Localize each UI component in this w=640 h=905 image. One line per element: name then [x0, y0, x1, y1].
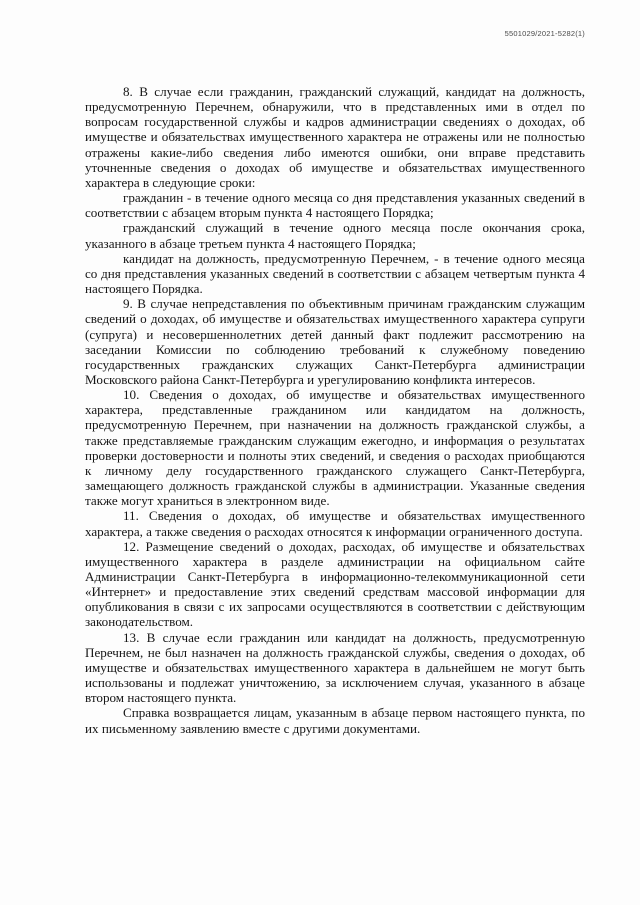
paragraph-10: 10. Сведения о доходах, об имуществе и обязательствах имущественного характера, представленные гражданином или кандидатом на должность, предусмотренную Перечнем, при назначении на должность гражданской службы, а также представляемые гражданским служащим ежегодно, и информация о результатах проверки достоверности и полноты этих сведений, и сведения о расходах приобщаются к личному делу государственного гражданского служащего Санкт-Петербурга, замещающего должность гражданской службы в администрации. Указанные сведения также могут храниться в электронном виде. — [85, 387, 585, 509]
paragraph-8: 8. В случае если гражданин, гражданский служащий, кандидат на должность, предусмотренную Перечнем, обнаружили, что в представленных ими в отдел по вопросам государственной службы и кадров администрации сведениях о доходах, об имуществе и обязательствах имущественного характера не отражены или не полностью отражены какие-либо сведения либо имеются ошибки, они вправе представить уточненные сведения о доходах об имуществе и обязательствах имущественного характера в следующие сроки: — [85, 84, 585, 190]
paragraph-8-servant-term: гражданский служащий в течение одного месяца после окончания срока, указанного в абзаце третьем пункта 4 настоящего Порядка; — [85, 220, 585, 251]
document-id: 5501029/2021-5282(1) — [504, 29, 585, 38]
paragraph-13-return-note: Справка возвращается лицам, указанным в абзаце первом настоящего пункта, по их письменному заявлению вместе с другими документами. — [85, 705, 585, 736]
paragraph-11: 11. Сведения о доходах, об имуществе и обязательствах имущественного характера, а также сведения о расходах относятся к информации ограниченного доступа. — [85, 508, 585, 539]
paragraph-12: 12. Размещение сведений о доходах, расходах, об имуществе и обязательствах имущественного характера в разделе администрации на официальном сайте Администрации Санкт-Петербурга в информационно-телекоммуникационной сети «Интернет» и предоставление этих сведений средствам массовой информации для опубликования в связи с их запросами осуществляются в соответствии с действующим законодательством. — [85, 538, 585, 630]
paragraph-8-citizen-term: гражданин - в течение одного месяца со дня представления указанных сведений в соответствии с абзацем вторым пункта 4 настоящего Порядка; — [85, 190, 585, 221]
paragraph-8-candidate-term: кандидат на должность, предусмотренную Перечнем, - в течение одного месяца со дня представления указанных сведений в соответствии с абзацем четвертым пункта 4 настоящего Порядка. — [85, 250, 585, 297]
paragraph-9: 9. В случае непредставления по объективным причинам гражданским служащим сведений о доходах, об имуществе и обязательствах имущественного характера супруги (супруга) и несовершеннолетних детей данный факт подлежит рассмотрению на заседании Комиссии по соблюдению требований к служебному поведению государственных гражданских служащих Санкт-Петербурга администрации Московского района Санкт-Петербурга и урегулированию конфликта интересов. — [85, 296, 585, 387]
paragraph-13: 13. В случае если гражданин или кандидат на должность, предусмотренную Перечнем, не был назначен на должность гражданской службы, сведения о доходах, об имуществе и обязательствах имущественного характера в дальнейшем не могут быть использованы и подлежат уничтожению, за исключением случая, указанного в абзаце втором настоящего пункта. — [85, 629, 585, 706]
document-body — [85, 84, 585, 736]
